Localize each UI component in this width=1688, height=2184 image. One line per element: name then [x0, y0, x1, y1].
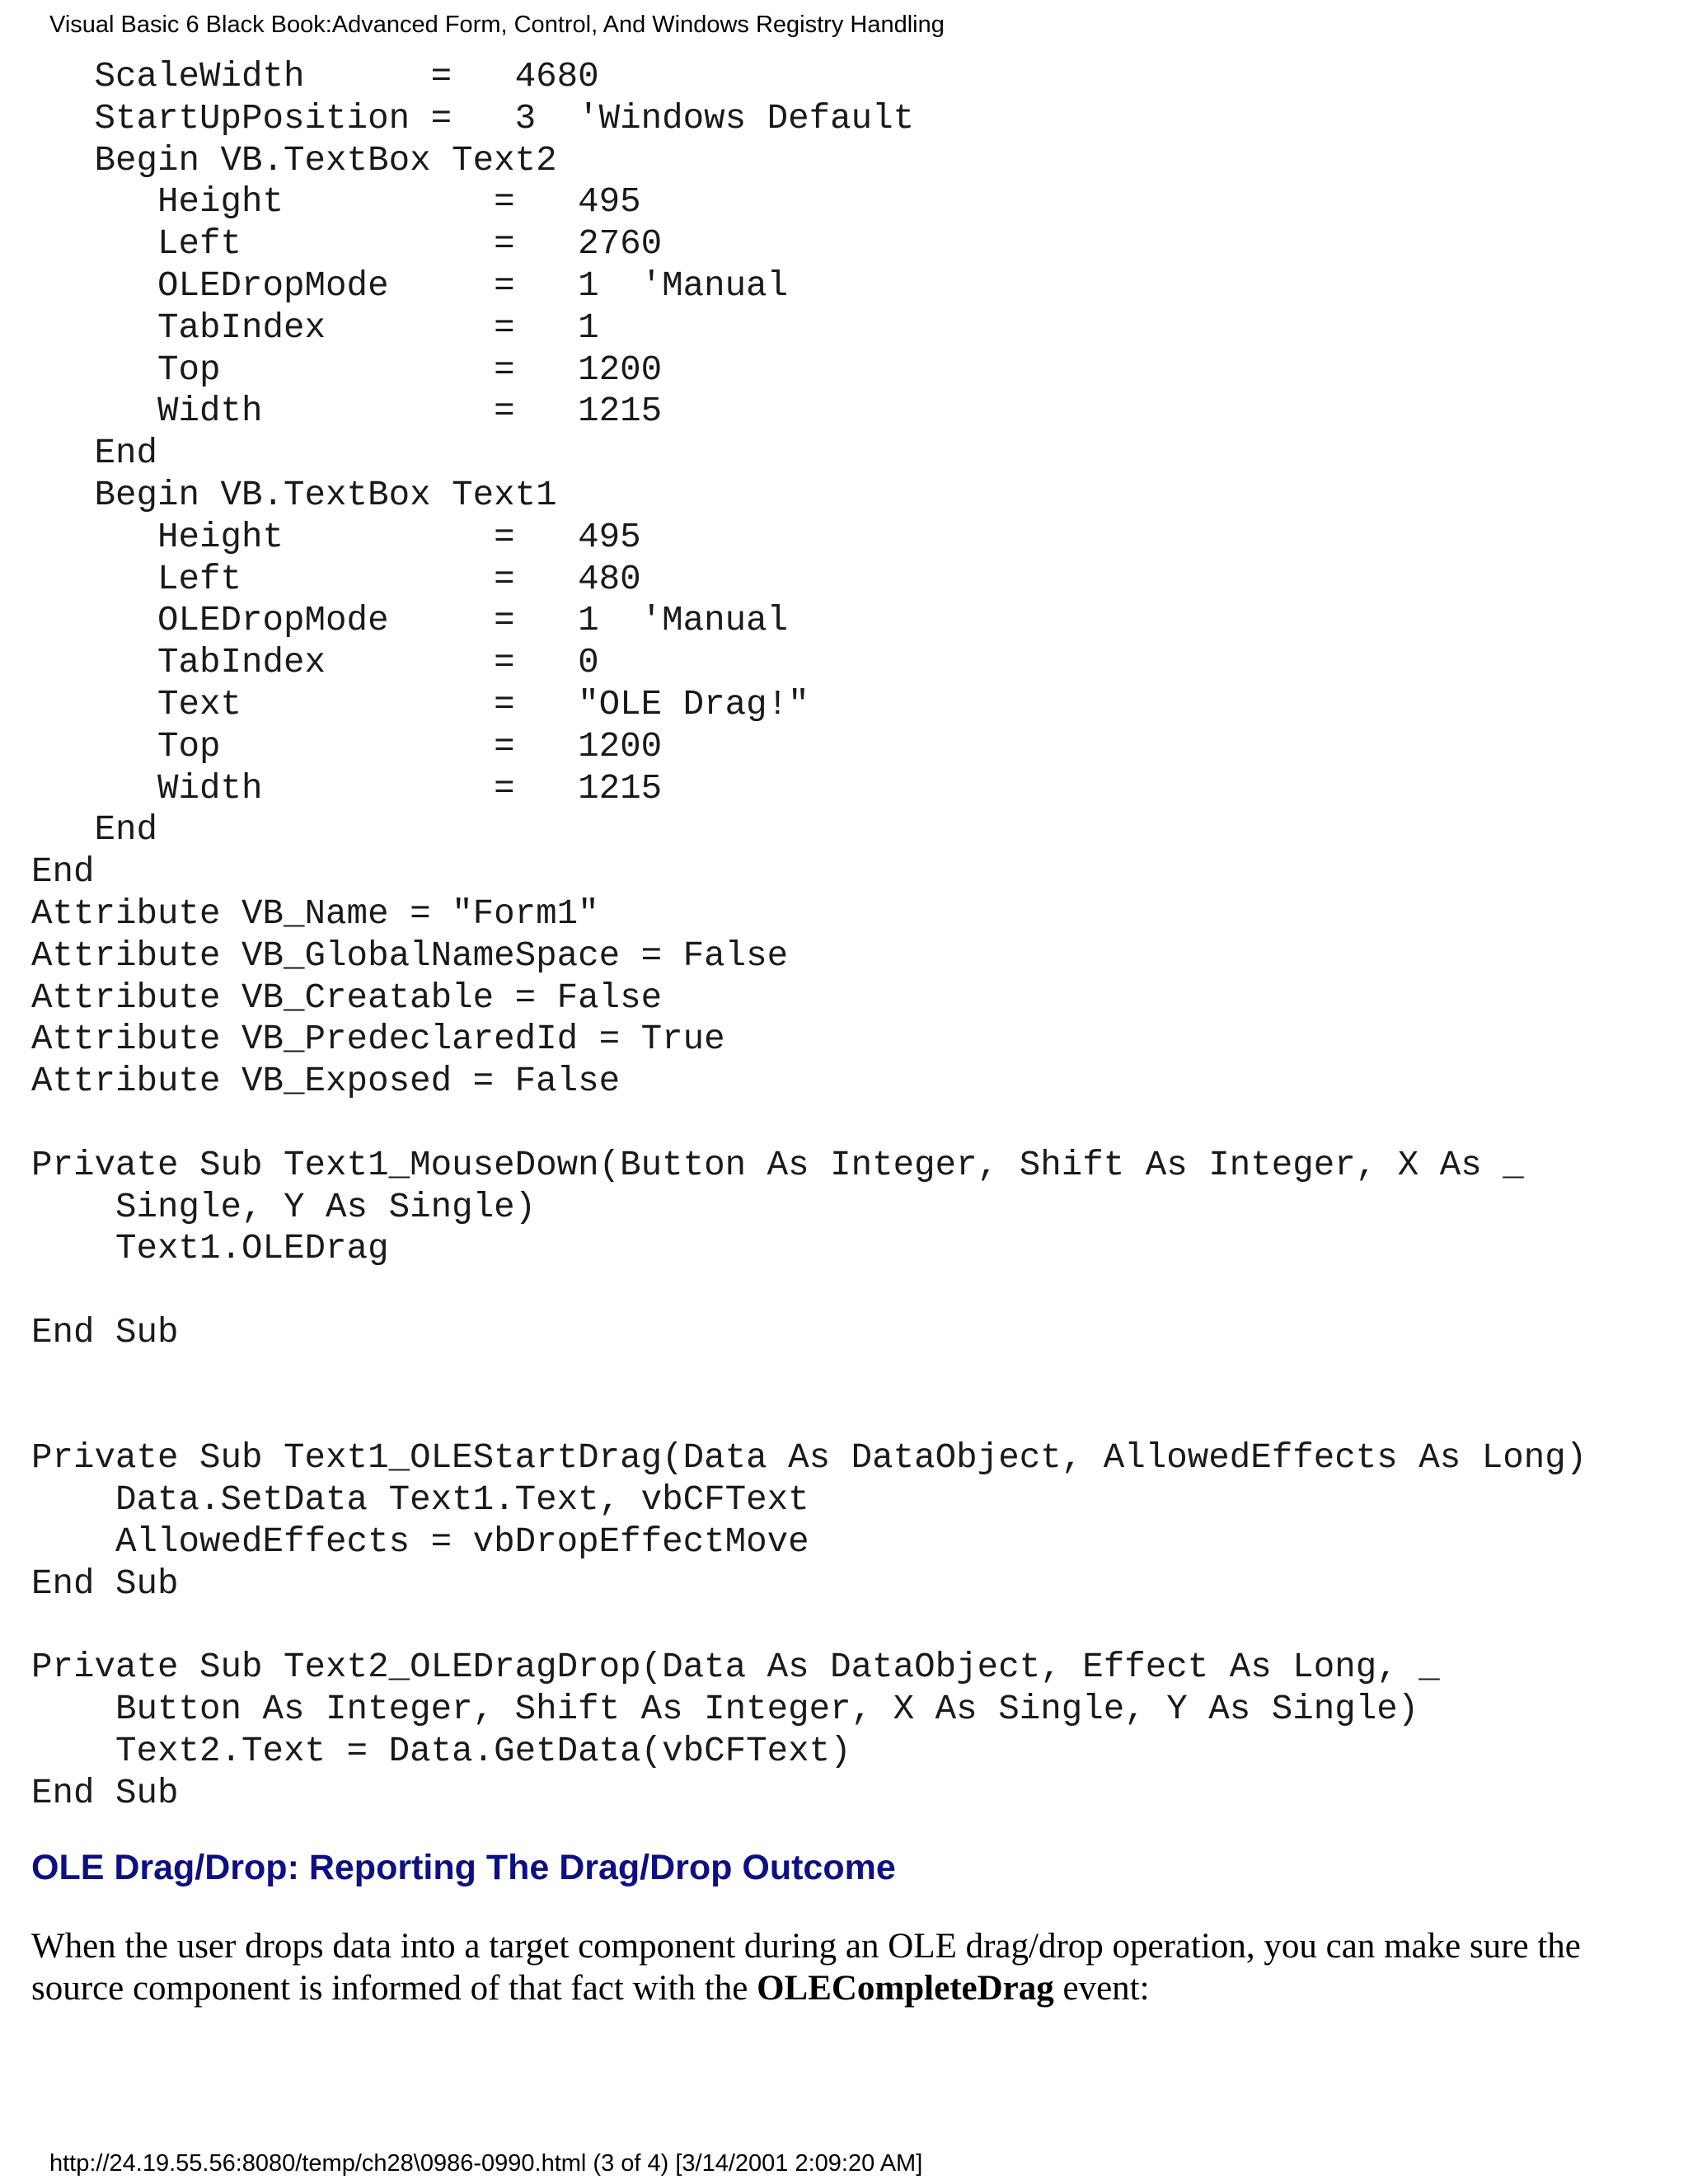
- code-line: Data.SetData Text1.Text, vbCFText: [31, 1480, 809, 1521]
- code-line: End: [31, 852, 95, 893]
- code-line: [31, 1103, 1587, 1145]
- code-line: End Sub: [31, 1773, 179, 1813]
- code-line: End Sub: [31, 1563, 179, 1604]
- code-line: Text1.OLEDrag: [31, 1229, 389, 1269]
- code-line: Text = "OLE Drag!": [31, 684, 809, 724]
- code-line: Private Sub Text1_MouseDown(Button As Integer, Shift As Integer, X As _: [31, 1145, 1524, 1185]
- paragraph-text-end: event:: [1053, 1969, 1150, 2008]
- page-footer-url: http://24.19.55.56:8080/temp/ch28\0986-0990.html (3 of 4) [3/14/2001 2:09:20 AM]: [49, 2150, 923, 2177]
- code-line: Top = 1200: [31, 726, 663, 766]
- code-line: Single, Y As Single): [31, 1187, 537, 1227]
- code-line: Private Sub Text1_OLEStartDrag(Data As DataObject, AllowedEffects As Long): [31, 1438, 1587, 1479]
- code-line: [31, 1354, 1587, 1396]
- code-line: TabIndex = 1: [31, 307, 599, 348]
- code-line: [31, 1270, 1587, 1312]
- code-line: Private Sub Text2_OLEDragDrop(Data As DataObject, Effect As Long, _: [31, 1647, 1440, 1688]
- code-line: Begin VB.TextBox Text1: [31, 475, 557, 515]
- page-header: Visual Basic 6 Black Book:Advanced Form, Control, And Windows Registry Handling: [49, 12, 945, 38]
- code-line: TabIndex = 0: [31, 643, 599, 683]
- code-line: Attribute VB_PredeclaredId = True: [31, 1019, 725, 1060]
- code-line: Button As Integer, Shift As Integer, X As Single, Y As Single): [31, 1690, 1419, 1730]
- code-line: Text2.Text = Data.GetData(vbCFText): [31, 1731, 851, 1771]
- code-line: End Sub: [31, 1312, 179, 1352]
- code-line: Height = 495: [31, 517, 641, 557]
- code-line: Width = 1215: [31, 768, 663, 808]
- code-line: Width = 1215: [31, 391, 663, 432]
- code-line: OLEDropMode = 1 'Manual: [31, 265, 789, 306]
- code-line: AllowedEffects = vbDropEffectMove: [31, 1521, 809, 1562]
- paragraph-text: When the user drops data into a target component during an OLE drag/drop operation, you can make sure the source component is informed of that fact with the: [31, 1927, 1581, 2008]
- code-line: Attribute VB_Name = "Form1": [31, 893, 599, 934]
- paragraph-bold-term: OLECompleteDrag: [757, 1969, 1054, 2008]
- code-line: Begin VB.TextBox Text2: [31, 140, 557, 180]
- code-line: Left = 2760: [31, 224, 663, 265]
- code-line: StartUpPosition = 3 'Windows Default: [31, 98, 915, 138]
- code-line: End: [31, 434, 158, 474]
- section-heading: OLE Drag/Drop: Reporting The Drag/Drop Outcome: [31, 1848, 896, 1887]
- code-line: Top = 1200: [31, 349, 663, 390]
- code-line: OLEDropMode = 1 'Manual: [31, 601, 789, 641]
- code-line: ScaleWidth = 4680: [31, 57, 599, 96]
- code-line: Attribute VB_Exposed = False: [31, 1062, 621, 1102]
- code-line: End: [31, 810, 158, 851]
- code-line: Attribute VB_Creatable = False: [31, 977, 663, 1018]
- code-line: [31, 1605, 1587, 1647]
- code-line: Left = 480: [31, 559, 641, 599]
- code-line: Height = 495: [31, 182, 641, 223]
- code-listing: [31, 56, 1587, 1814]
- body-paragraph: [31, 1925, 1672, 2009]
- code-line: [31, 1396, 1587, 1438]
- code-line: Attribute VB_GlobalNameSpace = False: [31, 935, 789, 976]
